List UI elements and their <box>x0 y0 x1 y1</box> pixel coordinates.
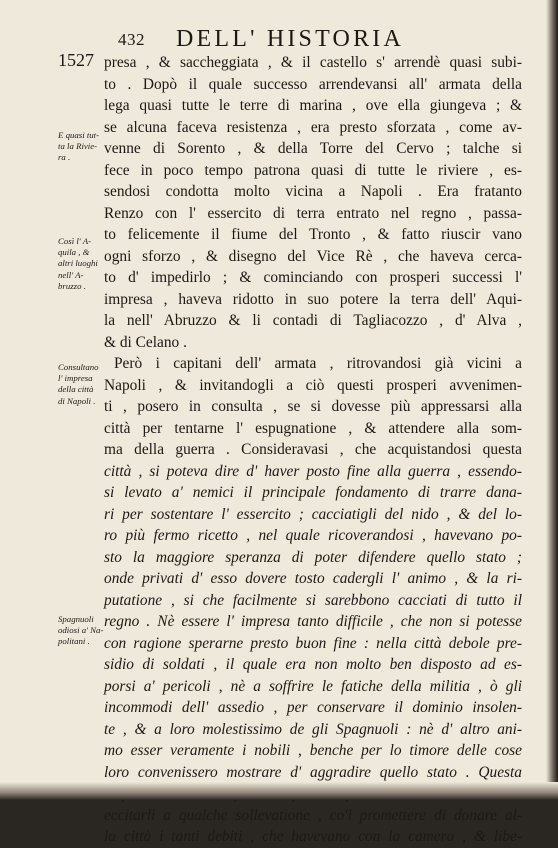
text-line: la città i tanti debiti , che havevano con la camera , & libe- <box>104 828 522 845</box>
text-line: to d' impedirlo ; & cominciando con prosperi successi l' <box>104 269 522 286</box>
text-line: ri per sostentare l' essercito ; cacciatigli del nido , & del lo- <box>104 505 522 523</box>
text-line: città per tentarne l' espugnatione , & attendere alla som- <box>104 419 522 437</box>
text-line: ro più fermo ricetto , nel quale ricoverandosi , havevano po- <box>104 527 522 544</box>
text-line: ma della guerra . Consideravasi , che acquistandosi questa <box>104 441 522 458</box>
text-line: onde privati d' esso dovere tosto cadergli l' animo , & la ri- <box>104 570 522 587</box>
text-line: con ragione sperarne presto buon fine : nella città debole pre- <box>104 634 522 652</box>
text-line: te , & a loro molestissimo de gli Spagnuoli : nè d' altro ani- <box>104 720 522 738</box>
text-line: regno . Nè essere l' impresa tanto difficile , che non si potesse <box>104 613 522 630</box>
margin-note-line: di Napoli . <box>58 395 96 406</box>
margin-note-line: Spagnuoli <box>58 614 94 624</box>
page-edge-shadow <box>546 0 558 800</box>
margin-note-line: Così l' A- <box>58 236 92 246</box>
margin-note-line: nell' A- <box>58 269 84 280</box>
text-line: se alcuna faceva resistenza , era presto sforzata , come av- <box>104 118 522 136</box>
margin-note-line: Consultano <box>58 362 99 372</box>
margin-note-aquila <box>58 236 110 292</box>
text-line: Napoli , & invitandogli a ciò questi prosperi avvenimen- <box>104 376 522 394</box>
margin-note-line: bruzzo . <box>58 280 86 291</box>
text-line: Renzo con l' essercito di terra entrato nel regno , passa- <box>104 204 522 222</box>
text-line: sto la maggiore speranza di poter difendere quello stato ; <box>104 548 522 566</box>
text-line: si levato a' nemici il principale fondamento di trarre dana- <box>104 484 522 501</box>
text-line: mo esser veramente i nobili , benche per lo timore delle cose <box>104 742 522 759</box>
margin-note-line: l' impresa <box>58 373 93 384</box>
margin-note-consulta <box>58 362 110 407</box>
text-line: impresa , haveva ridotto in suo potere la terra dell' Aqui- <box>104 290 522 308</box>
text-line: to . Dopò il quale successo arrendevansi all' armata della <box>104 75 522 93</box>
margin-note-line: E quasi tut- <box>58 130 100 140</box>
text-line: ogni sforzo , & disegno del Vice Rè , che haveva cerca- <box>104 247 522 265</box>
page-number: 432 <box>118 30 145 49</box>
text-line: lega quasi tutte le terre di marina , ove ella giungeva ; & <box>104 97 522 114</box>
text-line: eccitarli a qualche sollevatione , co'l promettere di donare al- <box>104 806 522 824</box>
text-line: Però i capitani dell' armata , ritrovandosi già vicini a <box>114 355 522 372</box>
margin-note-riviera <box>58 130 110 164</box>
running-title: DELL' HISTORIA <box>176 26 404 52</box>
margin-note-line: altri luoghi <box>58 258 98 269</box>
text-line: la nell' Abruzzo & li contadi di Tagliacozzo , d' Alva , <box>104 312 522 329</box>
text-line: sendosi condotta molto vicina a Napoli . Era fratanto <box>104 183 522 200</box>
text-line: incommodi dell' assedio , per conservare il dominio insolen- <box>104 699 522 716</box>
page-bottom-shadow <box>0 782 558 800</box>
text-line: loro convenissero mostrare d' aggradire quello stato . Questa <box>104 763 522 781</box>
margin-note-line: della città <box>58 384 94 395</box>
body-text <box>104 52 522 848</box>
margin-note-spagnuoli <box>58 614 110 648</box>
text-line: putatione , si che facilmente si sarebbono cacciati di tutto il <box>104 591 522 609</box>
text-line: porsi a' pericoli , nè a soffrire le fatiche della militia , ò gli <box>104 677 522 695</box>
text-line: sidio di soldati , il quale era non molto ben disposto ad es- <box>104 656 522 673</box>
text-line: & di Celano . <box>104 333 187 351</box>
margin-note-line: ra . <box>58 152 71 163</box>
margin-note-line: quila , & <box>58 247 90 258</box>
text-line: venne di Sorento , & della Torre del Cervo ; talche si <box>104 140 522 157</box>
text-line: fece in poco tempo patrona quasi di tutte le riviere , es- <box>104 161 522 179</box>
margin-note-line: odiosi a' Na- <box>58 625 104 636</box>
text-line: città , si poteva dire d' haver posto fine alla guerra , essendo- <box>104 462 522 480</box>
text-line: ti , posero in consulta , se si dovesse più appressarsi alla <box>104 398 522 415</box>
margin-year: 1527 <box>58 50 94 70</box>
margin-note-line: ta la Rivie- <box>58 141 98 152</box>
margin-note-line: politani . <box>58 636 90 647</box>
text-line: to felicemente il fiume del Tronto , & fatto riuscir vano <box>104 226 522 243</box>
text-line: presa , & saccheggiata , & il castello s' arrendè quasi subi- <box>104 54 522 71</box>
